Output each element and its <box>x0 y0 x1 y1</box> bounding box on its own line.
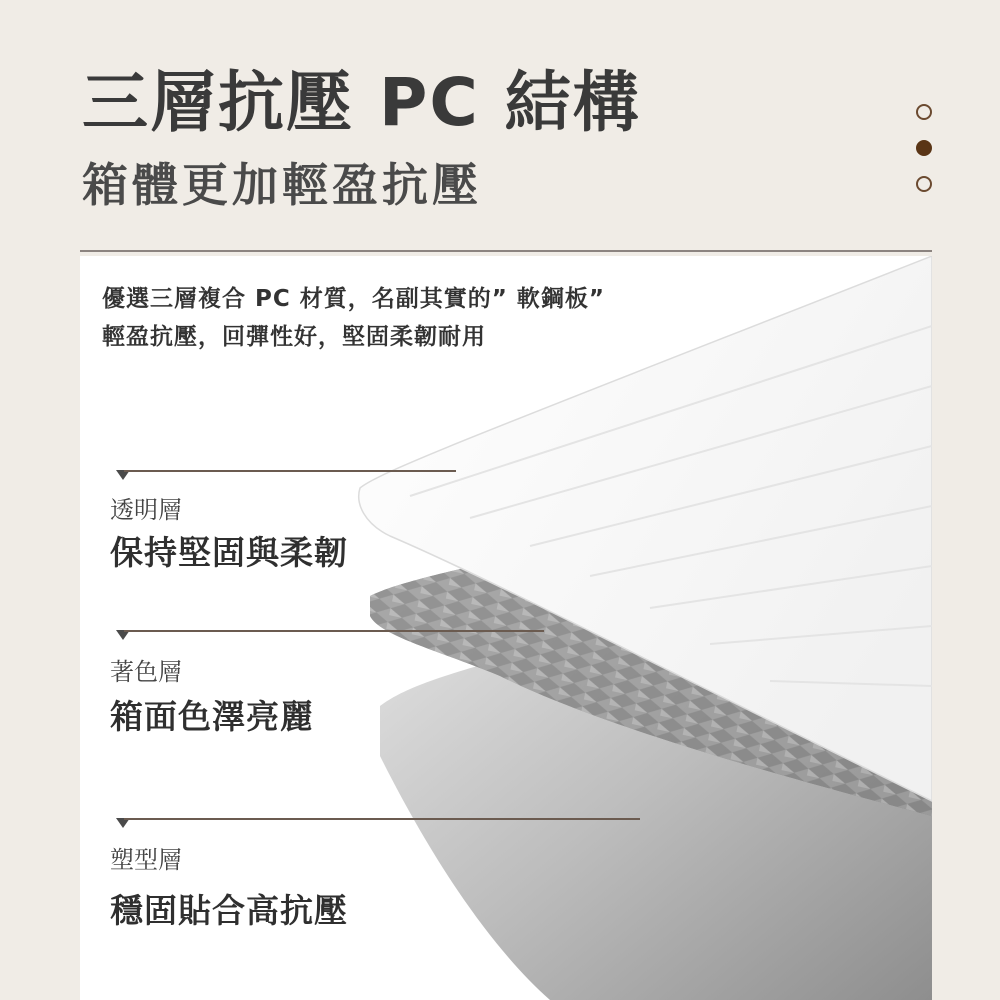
layer-name: 塑型層 <box>110 846 182 874</box>
product-description <box>102 280 605 356</box>
layer-benefit: 穩固貼合高抗壓 <box>110 891 348 930</box>
description-line-1: 優選三層複合 PC 材質，名副其實的” 軟鋼板” <box>102 286 605 312</box>
callout-line <box>124 818 640 820</box>
layer-benefit: 箱面色澤亮麗 <box>110 697 314 736</box>
carousel-indicator <box>916 104 936 212</box>
callout-line <box>124 630 544 632</box>
header-divider <box>80 250 932 252</box>
carousel-dot-3[interactable] <box>916 176 932 192</box>
callout-line <box>124 470 456 472</box>
layer-benefit: 保持堅固與柔韌 <box>110 533 348 572</box>
product-image-panel <box>80 256 932 1000</box>
layer-name: 透明層 <box>110 496 182 524</box>
triangle-marker-icon <box>116 630 130 640</box>
triangle-marker-icon <box>116 470 130 480</box>
page-subtitle: 箱體更加輕盈抗壓 <box>82 158 482 212</box>
layer-name: 著色層 <box>110 658 182 686</box>
page-title: 三層抗壓 PC 結構 <box>82 64 641 141</box>
pc-layers-illustration <box>80 256 932 1000</box>
carousel-dot-1[interactable] <box>916 104 932 120</box>
description-line-2: 輕盈抗壓，回彈性好，堅固柔韌耐用 <box>102 324 486 350</box>
triangle-marker-icon <box>116 818 130 828</box>
carousel-dot-2-active[interactable] <box>916 140 932 156</box>
